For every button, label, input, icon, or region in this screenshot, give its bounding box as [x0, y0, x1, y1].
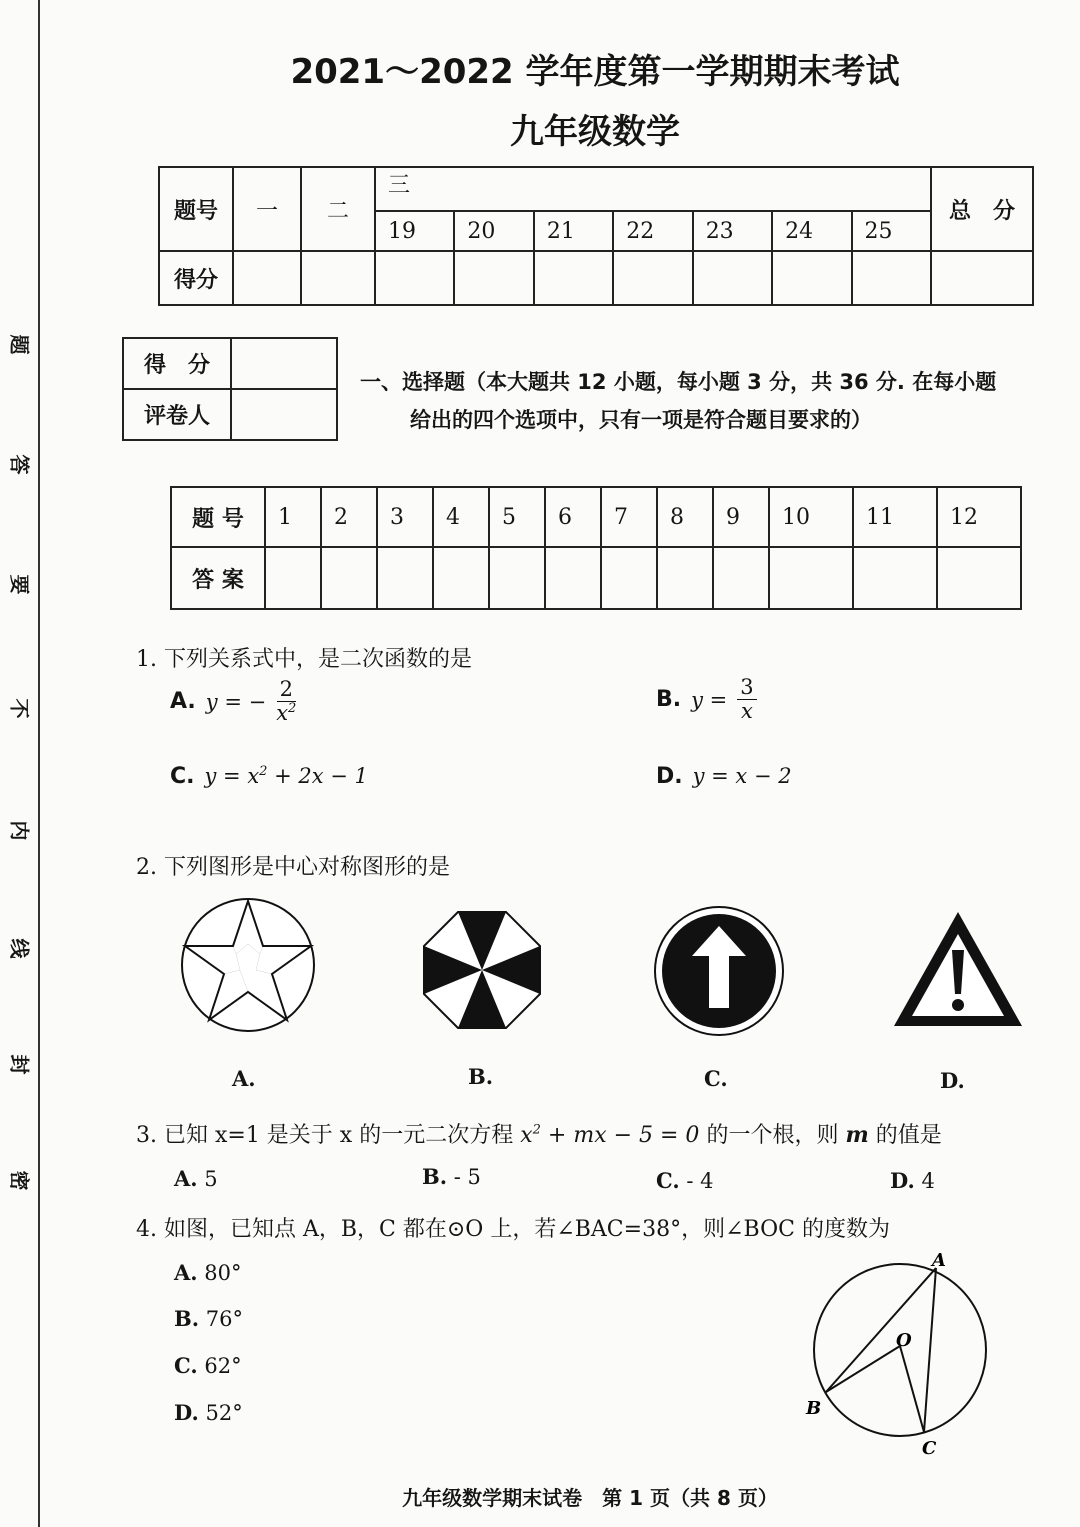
q3-option-b: B. - 5 — [422, 1164, 481, 1189]
q4-point-c: C — [922, 1438, 937, 1459]
answer-number: 9 — [713, 487, 769, 547]
answer-number: 12 — [937, 487, 1021, 547]
answer-number: 5 — [489, 487, 545, 547]
page-footer: 九年级数学期末试卷 第 1 页（共 8 页） — [402, 1486, 778, 1510]
q4-option-a: A. 80° — [174, 1260, 242, 1285]
score-col-1: 一 — [233, 167, 301, 251]
score-total-label: 总 分 — [931, 167, 1033, 251]
q4-option-d: D. 52° — [174, 1400, 243, 1425]
score-row-label: 得分 — [159, 251, 233, 305]
margin-char: 答 — [7, 454, 32, 475]
answer-cell[interactable] — [545, 547, 601, 609]
answer-table — [170, 486, 1022, 610]
section1-heading: 一、选择题（本大题共 12 小题，每小题 3 分，共 36 分. 在每小题 — [360, 370, 997, 394]
q2-figure-b-octagon — [420, 908, 544, 1032]
answer-number: 1 — [265, 487, 321, 547]
q1-option-c — [170, 764, 368, 789]
q1-c-label: C. — [170, 764, 195, 789]
q1-stem: 1. 下列关系式中，是二次函数的是 — [136, 647, 472, 672]
score-subcol: 21 — [534, 211, 613, 251]
q4-option-b: B. 76° — [174, 1306, 243, 1331]
margin-char: 密 — [7, 1170, 32, 1191]
score-table-label: 题号 — [159, 167, 233, 251]
score-col-2: 二 — [301, 167, 375, 251]
answer-cell[interactable] — [265, 547, 321, 609]
score-cell[interactable] — [233, 251, 301, 305]
q2-figure-a-star — [174, 896, 322, 1034]
score-subcol: 24 — [772, 211, 851, 251]
answer-number: 6 — [545, 487, 601, 547]
answer-number: 3 — [377, 487, 433, 547]
score-cell[interactable] — [693, 251, 772, 305]
score-col-3: 三 — [375, 167, 931, 211]
q3-option-a: A. 5 — [174, 1166, 218, 1191]
grader-score-cell[interactable] — [231, 338, 337, 389]
q1-b-fraction — [737, 676, 756, 723]
q1-option-a — [170, 678, 296, 725]
answer-cell[interactable] — [937, 547, 1021, 609]
answer-number: 4 — [433, 487, 489, 547]
score-cell[interactable] — [375, 251, 454, 305]
answer-cell[interactable] — [377, 547, 433, 609]
score-cell[interactable] — [613, 251, 692, 305]
answer-cell[interactable] — [769, 547, 853, 609]
q4-option-c: C. 62° — [174, 1353, 242, 1378]
q1-option-b — [656, 676, 757, 723]
answer-cell[interactable] — [433, 547, 489, 609]
exam-title: 2021～2022 学年度第一学期期末考试 — [290, 52, 900, 92]
margin-char: 封 — [7, 1054, 32, 1075]
answer-number: 2 — [321, 487, 377, 547]
q4-point-a: A — [932, 1250, 946, 1271]
answer-number: 11 — [853, 487, 937, 547]
q1-d-label: D. — [656, 764, 683, 789]
binding-margin-line — [38, 0, 40, 1527]
answer-cell[interactable] — [489, 547, 545, 609]
score-subcol: 22 — [613, 211, 692, 251]
q1-b-num: 3 — [737, 676, 756, 700]
score-subcol: 19 — [375, 211, 454, 251]
q1-b-lhs: y = — [691, 687, 728, 712]
margin-char: 要 — [7, 574, 32, 595]
score-subcol: 23 — [693, 211, 772, 251]
score-cell[interactable] — [454, 251, 533, 305]
answer-cell[interactable] — [713, 547, 769, 609]
q1-a-den: $x^2$ — [276, 701, 297, 726]
margin-char: 线 — [7, 938, 32, 959]
q4-stem: 4. 如图，已知点 A，B，C 都在⊙O 上，若∠BAC=38°，则∠BOC 的度数为 — [136, 1217, 890, 1242]
score-cell[interactable] — [772, 251, 851, 305]
score-subcol: 25 — [852, 211, 931, 251]
q1-a-lhs: y = − — [205, 689, 267, 714]
grader-score-label: 得 分 — [123, 338, 231, 389]
answer-table-label: 题 号 — [171, 487, 265, 547]
exam-subject: 九年级数学 — [510, 112, 680, 152]
answer-cell[interactable] — [853, 547, 937, 609]
answer-cell[interactable] — [601, 547, 657, 609]
q4-circle-figure — [800, 1246, 1000, 1460]
grader-name-cell[interactable] — [231, 389, 337, 440]
q2-label-d: D. — [940, 1068, 965, 1093]
margin-char: 不 — [7, 698, 32, 719]
q1-b-label: B. — [656, 687, 682, 713]
q1-c-expr: $y = x^2 + 2x - 1$ — [204, 764, 368, 788]
q1-a-fraction — [276, 678, 296, 725]
q1-d-expr: y = x − 2 — [692, 764, 792, 788]
q2-figure-c-arrow-sign — [652, 904, 786, 1038]
q1-a-label: A. — [170, 689, 196, 715]
q3-option-c: C. - 4 — [656, 1168, 714, 1193]
answer-cell[interactable] — [321, 547, 377, 609]
score-cell[interactable] — [852, 251, 931, 305]
answer-cell[interactable] — [657, 547, 713, 609]
grader-box — [122, 337, 338, 441]
q4-point-b: B — [806, 1398, 822, 1419]
score-cell[interactable] — [534, 251, 613, 305]
score-subcol: 20 — [454, 211, 533, 251]
q1-a-num: 2 — [277, 678, 296, 702]
answer-number: 10 — [769, 487, 853, 547]
margin-char: 题 — [7, 334, 32, 355]
q4-point-o: O — [896, 1330, 912, 1351]
grader-name-label: 评卷人 — [123, 389, 231, 440]
answer-row-label: 答 案 — [171, 547, 265, 609]
q1-b-den: x — [741, 699, 753, 724]
answer-number: 7 — [601, 487, 657, 547]
q3-option-d: D. 4 — [890, 1168, 935, 1193]
score-cell[interactable] — [931, 251, 1033, 305]
margin-char: 内 — [7, 820, 32, 841]
q2-label-a: A. — [232, 1066, 256, 1091]
score-table — [158, 166, 1034, 306]
score-cell[interactable] — [301, 251, 375, 305]
q2-label-b: B. — [468, 1064, 494, 1089]
section1-heading-cont: 给出的四个选项中，只有一项是符合题目要求的） — [410, 408, 872, 432]
q2-label-c: C. — [704, 1066, 728, 1091]
q2-figure-d-warning — [890, 908, 1026, 1032]
q3-stem: 3. 已知 x=1 是关于 x 的一元二次方程 $x^2$ + mx − 5 = 0 的一个根，则 m 的值是 — [136, 1122, 942, 1148]
answer-number: 8 — [657, 487, 713, 547]
q1-option-d — [656, 764, 792, 789]
q2-stem: 2. 下列图形是中心对称图形的是 — [136, 855, 450, 880]
